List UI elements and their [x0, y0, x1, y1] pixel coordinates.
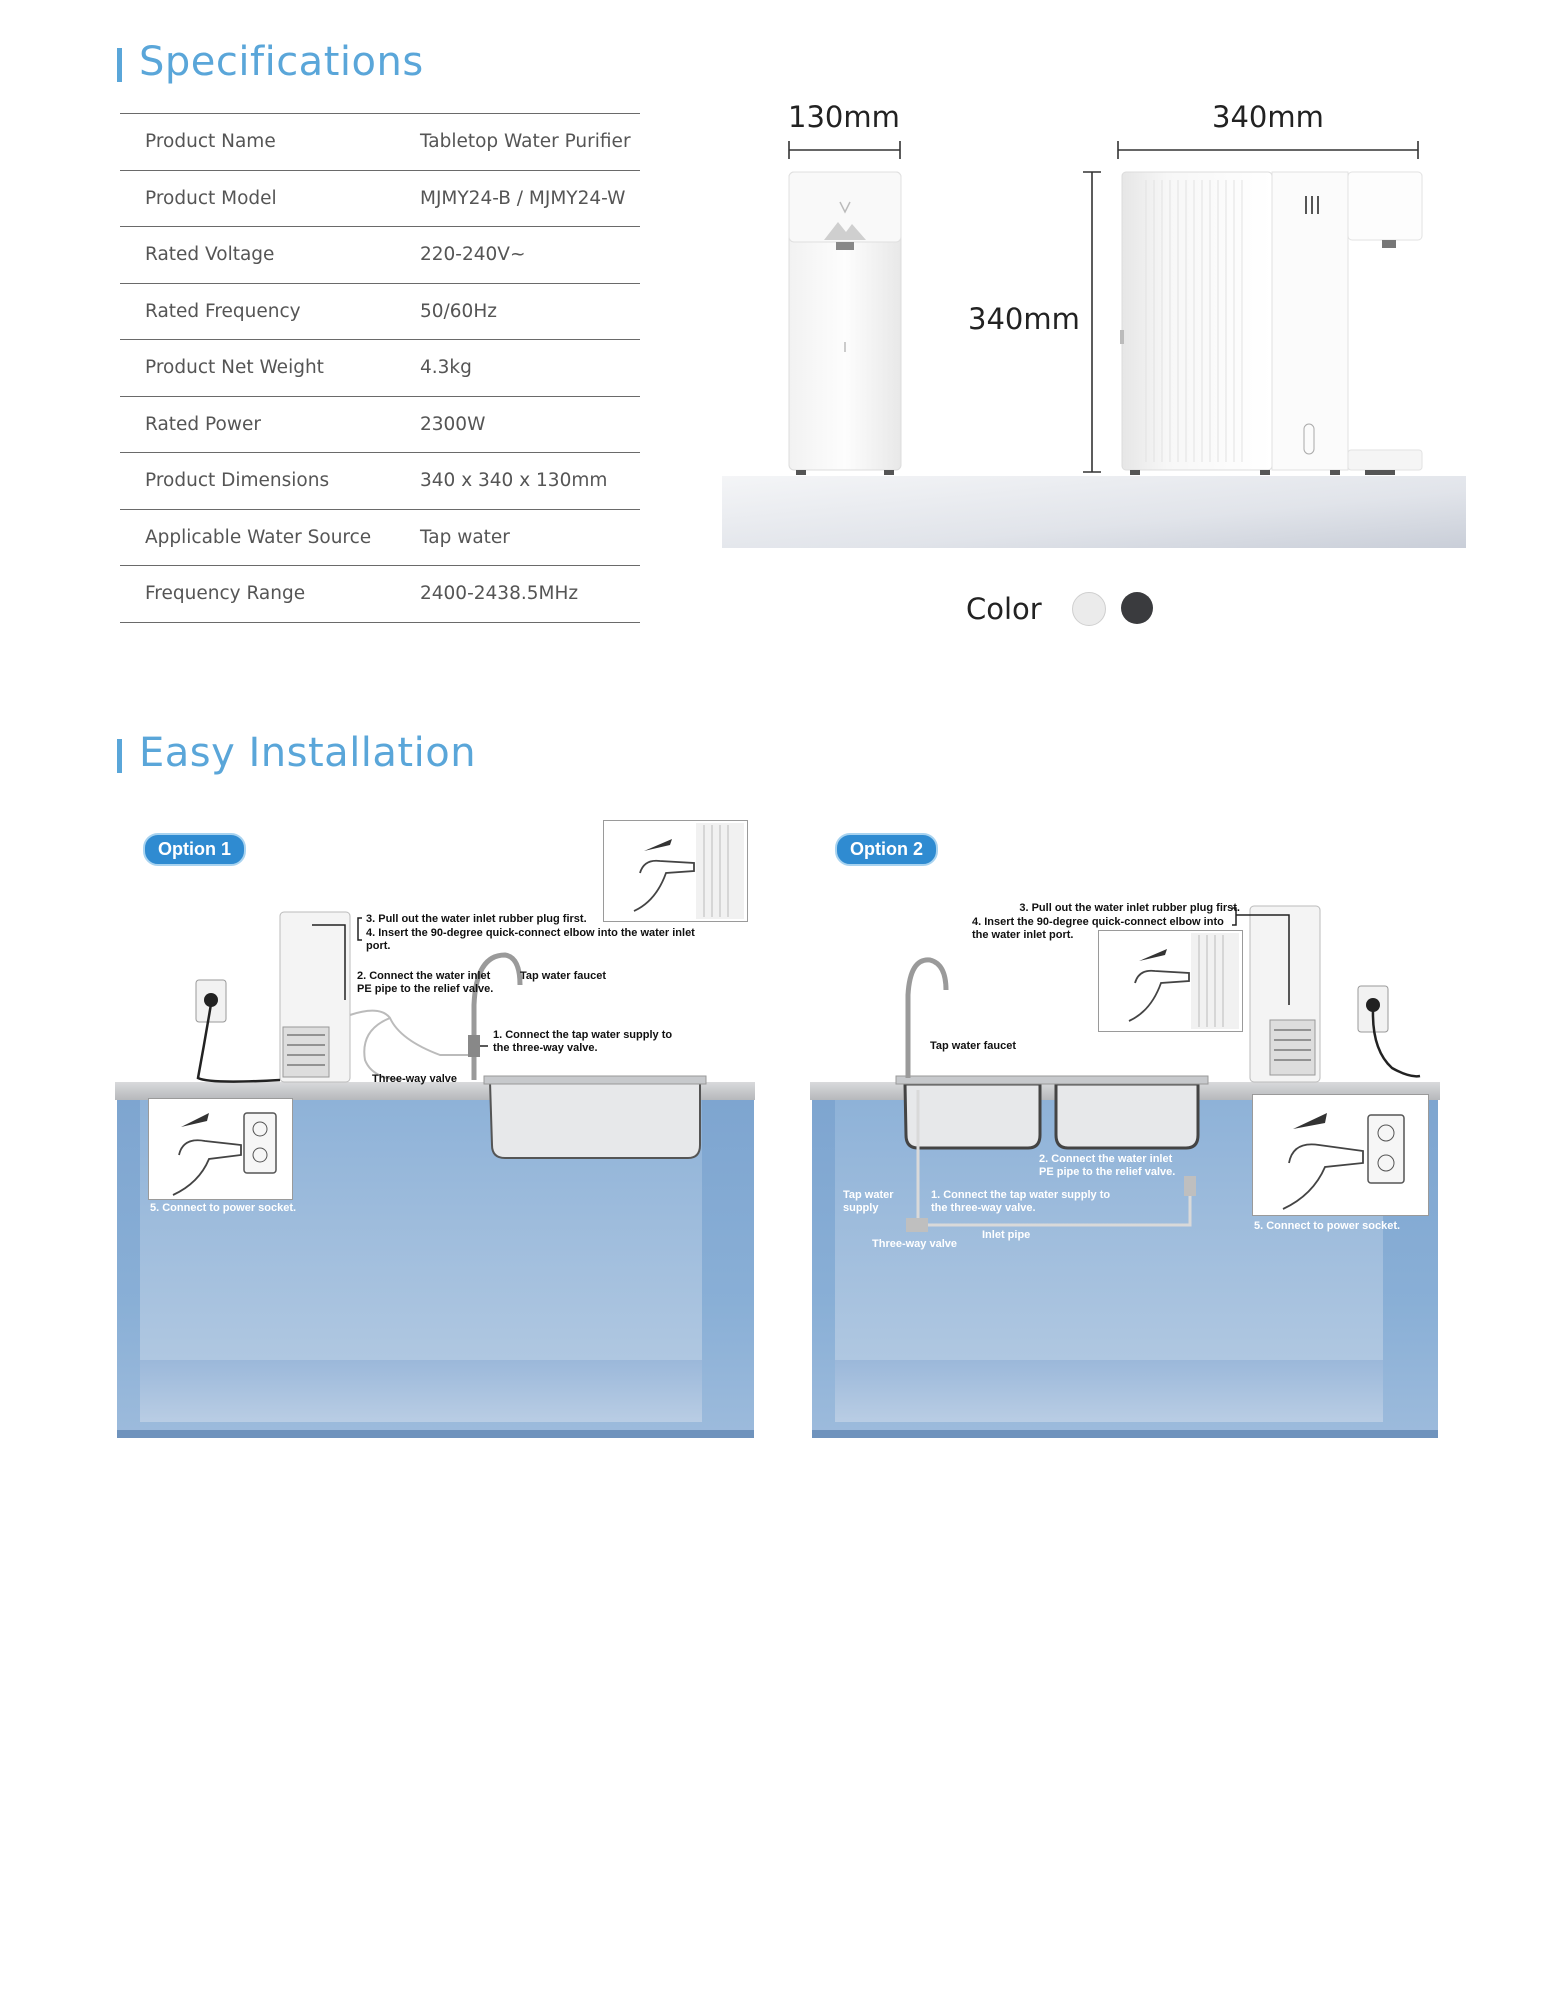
- option-1-badge: Option 1: [143, 833, 246, 866]
- spec-value: 4.3kg: [420, 357, 472, 379]
- spec-label: Rated Power: [145, 413, 261, 435]
- option-1-step-2: 2. Connect the water inlet PE pipe to the relief valve.: [357, 970, 494, 995]
- hand-icon: [1283, 1144, 1363, 1209]
- option-2-step-5: 5. Connect to power socket.: [1254, 1220, 1401, 1232]
- spec-label: Rated Voltage: [145, 244, 275, 266]
- purifier-side-view: [1120, 172, 1422, 475]
- spec-value: Tap water: [420, 526, 510, 548]
- option-1-step-3: 3. Pull out the water inlet rubber plug first.: [366, 913, 587, 925]
- height-dimension-label: 340mm: [968, 302, 1080, 336]
- spec-label: Product Dimensions: [145, 470, 330, 492]
- spec-value: Tabletop Water Purifier: [420, 131, 631, 153]
- option-1-step-4: 4. Insert the 90-degree quick-connect elbow into the water inlet port.: [366, 927, 695, 952]
- installation-title: Easy Installation: [117, 733, 476, 773]
- option-2-badge: Option 2: [835, 833, 938, 866]
- spec-row: [120, 566, 640, 623]
- spec-label: Product Name: [145, 131, 276, 153]
- spec-label: Product Model: [145, 187, 277, 209]
- color-swatch-black[interactable]: [1121, 592, 1153, 624]
- purifier-front-view: [789, 172, 901, 475]
- hand-icon: [634, 861, 694, 911]
- power-socket-inset-option-1: [148, 1098, 293, 1200]
- purifier-illustration: [0, 0, 1545, 560]
- spec-value: 340 x 340 x 130mm: [420, 470, 608, 492]
- specifications-title: Specifications: [117, 42, 424, 82]
- arrow-icon: [1139, 949, 1167, 961]
- inlet-plug-inset-option-1: [603, 820, 748, 922]
- spec-value: 2400-2438.5MHz: [420, 583, 579, 605]
- option-1-faucet-label: Tap water faucet: [520, 970, 606, 982]
- power-socket-inset-option-2: [1252, 1094, 1429, 1216]
- option-1-step-5: 5. Connect to power socket.: [150, 1202, 297, 1214]
- spec-value: 2300W: [420, 413, 486, 435]
- option-1-valve-label: Three-way valve: [372, 1073, 457, 1085]
- spec-label: Frequency Range: [145, 583, 306, 605]
- arrow-icon: [181, 1113, 209, 1127]
- spec-value: 50/60Hz: [420, 300, 497, 322]
- spec-value: MJMY24-B / MJMY24-W: [420, 187, 626, 209]
- arrow-icon: [1293, 1113, 1327, 1129]
- option-2-valve-label: Three-way valve: [872, 1238, 957, 1250]
- width-dimension-label: 130mm: [788, 100, 900, 134]
- depth-dimension-label: 340mm: [1212, 100, 1324, 134]
- spec-value: 220-240V~: [420, 244, 526, 266]
- option-2-step-2: 2. Connect the water inlet PE pipe to the relief valve.: [1039, 1153, 1176, 1178]
- spec-label: Rated Frequency: [145, 300, 301, 322]
- arrow-icon: [644, 839, 672, 851]
- option-2-step-4: 4. Insert the 90-degree quick-connect elbow into the water inlet port.: [972, 916, 1224, 941]
- option-2-step-3: 3. Pull out the water inlet rubber plug first.: [1019, 902, 1240, 914]
- inlet-plug-inset-option-2: [1098, 930, 1243, 1032]
- spec-label: Applicable Water Source: [145, 526, 372, 548]
- display-pedestal: [722, 476, 1466, 548]
- color-label: Color: [966, 592, 1042, 626]
- option-2-supply-label: Tap water supply: [843, 1189, 894, 1214]
- hand-icon: [1129, 971, 1189, 1021]
- option-2-faucet-label: Tap water faucet: [930, 1040, 1016, 1052]
- hand-icon: [173, 1140, 241, 1195]
- option-1-step-1: 1. Connect the tap water supply to the three-way valve.: [493, 1029, 673, 1054]
- option-2-inlet-label: Inlet pipe: [982, 1229, 1031, 1241]
- color-swatch-white[interactable]: [1072, 592, 1106, 626]
- option-2-step-1: 1. Connect the tap water supply to the three-way valve.: [931, 1189, 1111, 1214]
- spec-label: Product Net Weight: [145, 357, 324, 379]
